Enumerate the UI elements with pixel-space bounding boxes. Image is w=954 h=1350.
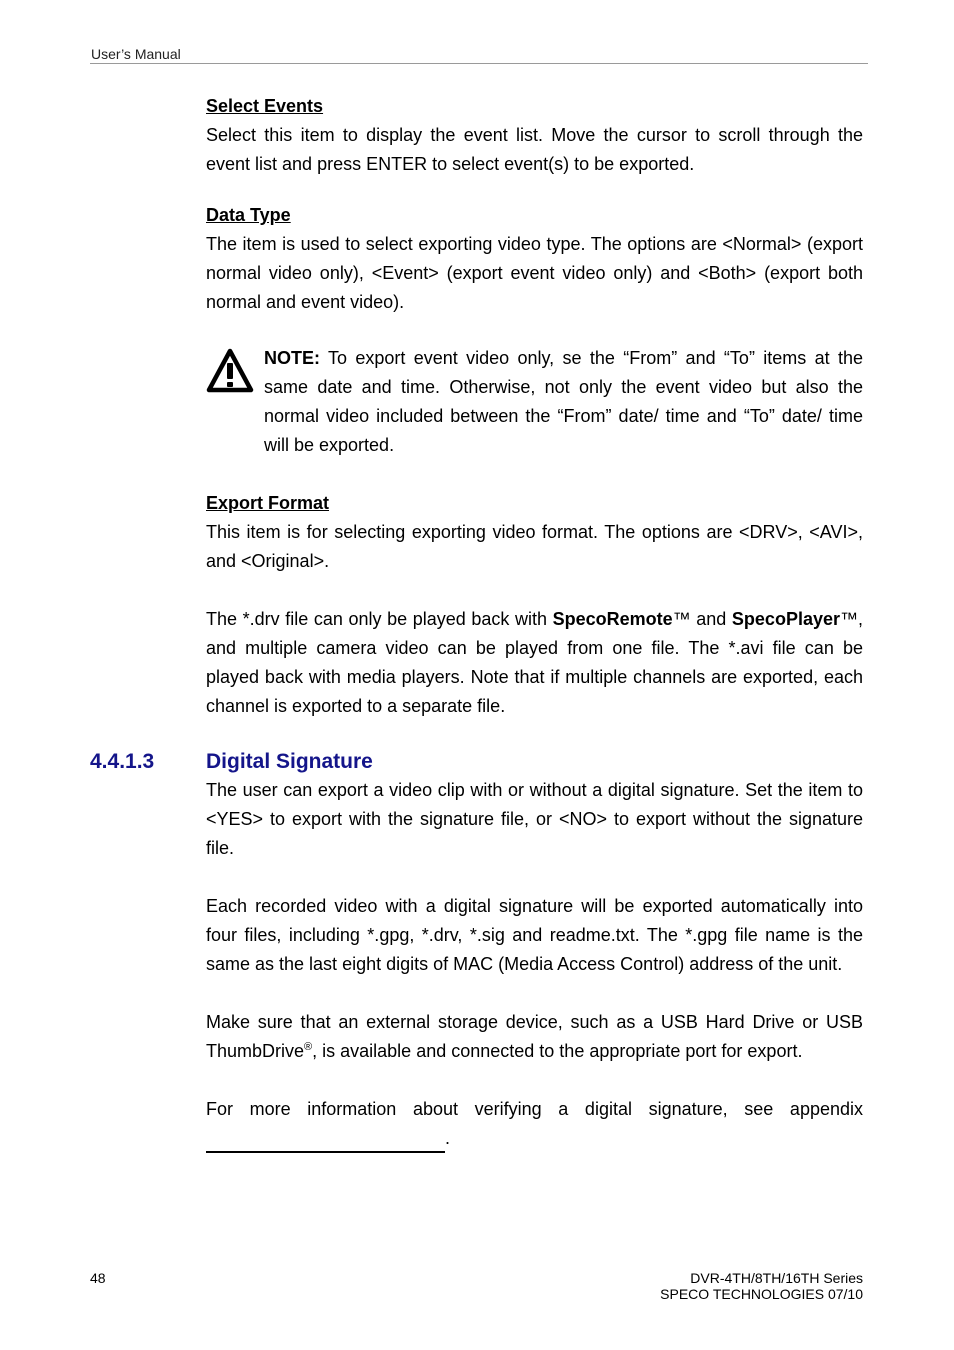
select-events-body: Select this item to display the event list. Move the cursor to scroll through the event list and press ENTER to select event(s) to be exported. xyxy=(206,125,863,174)
export-format-body: This item is for selecting exporting video format. The options are <DRV>, <AVI>, and <Original>. xyxy=(206,522,863,571)
speco-remote-name: SpecoRemote xyxy=(552,609,673,629)
select-events-heading: Select Events xyxy=(206,96,324,116)
section-number: 4.4.1.3 xyxy=(90,750,155,773)
note-block xyxy=(264,344,863,460)
registered-mark: ® xyxy=(304,1041,313,1053)
footer-series: DVR-4TH/8TH/16TH Series xyxy=(690,1270,863,1286)
data-type-body: The item is used to select exporting video type. The options are <Normal> (export normal video only), <Event> (export event video only) and <Both> (export both normal and event video). xyxy=(206,234,863,312)
digital-signature-p4: For more information about verifying a digital signature, see appendix xyxy=(206,1099,863,1119)
warning-triangle-icon xyxy=(206,347,254,395)
export-format-playback-paragraph: The *.drv file can only be played back with SpecoRemote™ and SpecoPlayer™, and multiple camera video can be played from one file. The *.avi file can be played back with media players. Note that if multiple channels are exported, each channel is exported to a separate file. xyxy=(206,609,863,716)
footer-info xyxy=(660,1270,863,1302)
appendix-link-blank[interactable] xyxy=(206,1125,445,1153)
digital-signature-section xyxy=(206,776,863,1153)
running-header xyxy=(90,45,868,64)
export-format-heading: Export Format xyxy=(206,493,330,513)
export-format-section xyxy=(206,492,863,721)
digital-signature-p2: Each recorded video with a digital signature will be exported automatically into four files, including *.gpg, *.drv, *.sig and readme.txt. The *.gpg file name is the same as the last eight digits of MAC (Media Access Control) address of the unit. xyxy=(206,896,863,974)
footer-company: SPECO TECHNOLOGIES 07/10 xyxy=(660,1286,863,1302)
note-body: To export event video only, se the “From” and “To” items at the same date and time. Otherwise, not only the event video but also the normal video included between the “From” date/ time and “To” date/ time will be exported. xyxy=(264,348,863,455)
data-type-heading: Data Type xyxy=(206,205,291,225)
digital-signature-p1: The user can export a video clip with or without a digital signature. Set the item to <YES> to export with the signature file, or <NO> to export without the signature file. xyxy=(206,780,863,858)
section-title: Digital Signature xyxy=(206,750,373,773)
page-number: 48 xyxy=(90,1270,106,1286)
speco-player-name: SpecoPlayer xyxy=(731,609,840,629)
select-events-section xyxy=(206,95,863,179)
note-label: NOTE: xyxy=(264,348,320,368)
appendix-reference-line: . xyxy=(206,1124,863,1153)
digital-signature-heading xyxy=(90,748,863,776)
digital-signature-p3: Make sure that an external storage device, such as a USB Hard Drive or USB ThumbDrive®, is available and connected to the appropriate port for export. xyxy=(206,1012,863,1061)
running-title: User’s Manual xyxy=(91,46,181,62)
note-paragraph xyxy=(264,344,863,460)
data-type-section xyxy=(206,204,863,317)
